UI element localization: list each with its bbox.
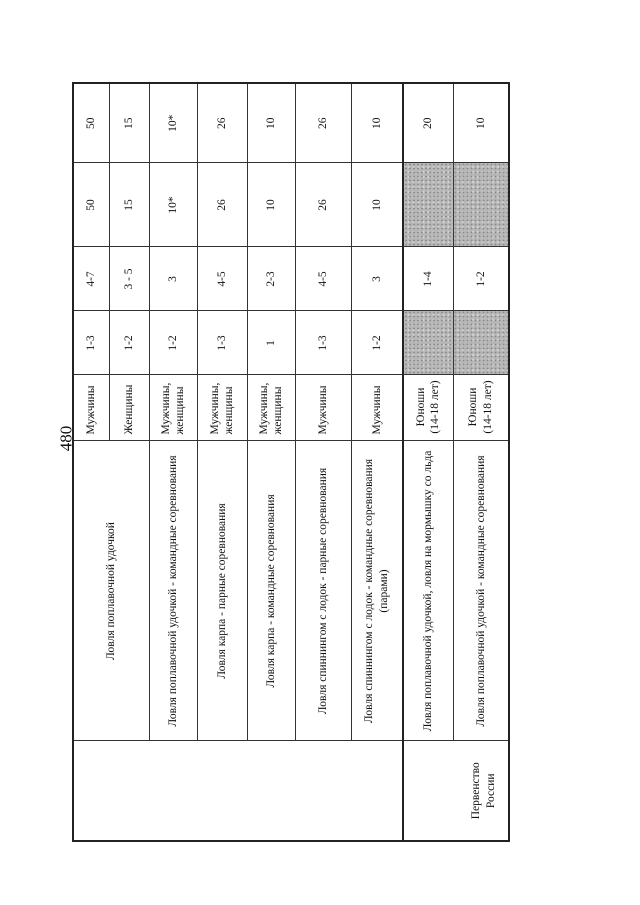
places-cell: 3 — [351, 247, 403, 311]
value-b-cell: 15 — [109, 83, 149, 163]
value-b-cell: 10 — [453, 83, 509, 163]
table-row — [351, 83, 403, 841]
table-row — [149, 83, 197, 841]
table-row — [247, 83, 295, 841]
places-cell: 4-7 — [73, 247, 109, 311]
value-a-cell: 26 — [295, 163, 351, 247]
value-b-cell: 50 — [73, 83, 109, 163]
group-cell: Мужчины — [73, 375, 109, 441]
places-cell: 1-4 — [403, 247, 453, 311]
championship-cell — [73, 741, 403, 841]
group-cell: Мужчины, женщины — [149, 375, 197, 441]
value-b-cell: 10 — [247, 83, 295, 163]
page-number: 480 — [56, 425, 76, 452]
shaded-empty-cell — [453, 311, 509, 375]
championship-cell: Первенство России — [403, 741, 509, 841]
discipline-cell: Ловля спиннингом с лодок - командные соревнования (парами) — [351, 441, 403, 741]
sports-rankings-table-frame — [72, 84, 508, 842]
sports-rankings-table — [72, 82, 510, 842]
discipline-cell: Ловля поплавочной удочкой - командные соревнования — [149, 441, 197, 741]
shaded-empty-cell — [453, 163, 509, 247]
value-b-cell: 26 — [197, 83, 247, 163]
range-cell: 1-3 — [295, 311, 351, 375]
discipline-cell: Ловля поплавочной удочкой - командные соревнования — [453, 441, 509, 741]
table-row — [403, 83, 453, 841]
value-a-cell: 10* — [149, 163, 197, 247]
value-a-cell: 10 — [351, 163, 403, 247]
discipline-cell: Ловля поплавочной удочкой, ловля на мормышку со льда — [403, 441, 453, 741]
table-row — [295, 83, 351, 841]
table-row — [73, 83, 109, 841]
discipline-cell: Ловля поплавочной удочкой — [73, 441, 149, 741]
shaded-empty-cell — [403, 163, 453, 247]
value-a-cell: 26 — [197, 163, 247, 247]
group-cell: Юноши (14-18 лет) — [453, 375, 509, 441]
table-row — [453, 83, 509, 841]
range-cell: 1 — [247, 311, 295, 375]
value-a-cell: 15 — [109, 163, 149, 247]
discipline-cell: Ловля спиннингом с лодок - парные соревнования — [295, 441, 351, 741]
value-b-cell: 20 — [403, 83, 453, 163]
places-cell: 3 — [149, 247, 197, 311]
value-b-cell: 10* — [149, 83, 197, 163]
group-cell: Мужчины — [351, 375, 403, 441]
range-cell: 1-2 — [109, 311, 149, 375]
discipline-cell: Ловля карпа - парные соревнования — [197, 441, 247, 741]
value-a-cell: 10 — [247, 163, 295, 247]
places-cell: 4-5 — [295, 247, 351, 311]
range-cell: 1-2 — [149, 311, 197, 375]
range-cell: 1-2 — [351, 311, 403, 375]
table-row — [197, 83, 247, 841]
group-cell: Мужчины — [295, 375, 351, 441]
places-cell: 4-5 — [197, 247, 247, 311]
value-b-cell: 10 — [351, 83, 403, 163]
value-b-cell: 26 — [295, 83, 351, 163]
discipline-cell: Ловля карпа - командные соревнования — [247, 441, 295, 741]
group-cell: Мужчины, женщины — [197, 375, 247, 441]
value-a-cell: 50 — [73, 163, 109, 247]
range-cell: 1-3 — [73, 311, 109, 375]
places-cell: 2-3 — [247, 247, 295, 311]
range-cell: 1-3 — [197, 311, 247, 375]
shaded-empty-cell — [403, 311, 453, 375]
places-cell: 1-2 — [453, 247, 509, 311]
group-cell: Женщины — [109, 375, 149, 441]
group-cell: Юноши (14-18 лет) — [403, 375, 453, 441]
group-cell: Мужчины, женщины — [247, 375, 295, 441]
places-cell: 3 - 5 — [109, 247, 149, 311]
